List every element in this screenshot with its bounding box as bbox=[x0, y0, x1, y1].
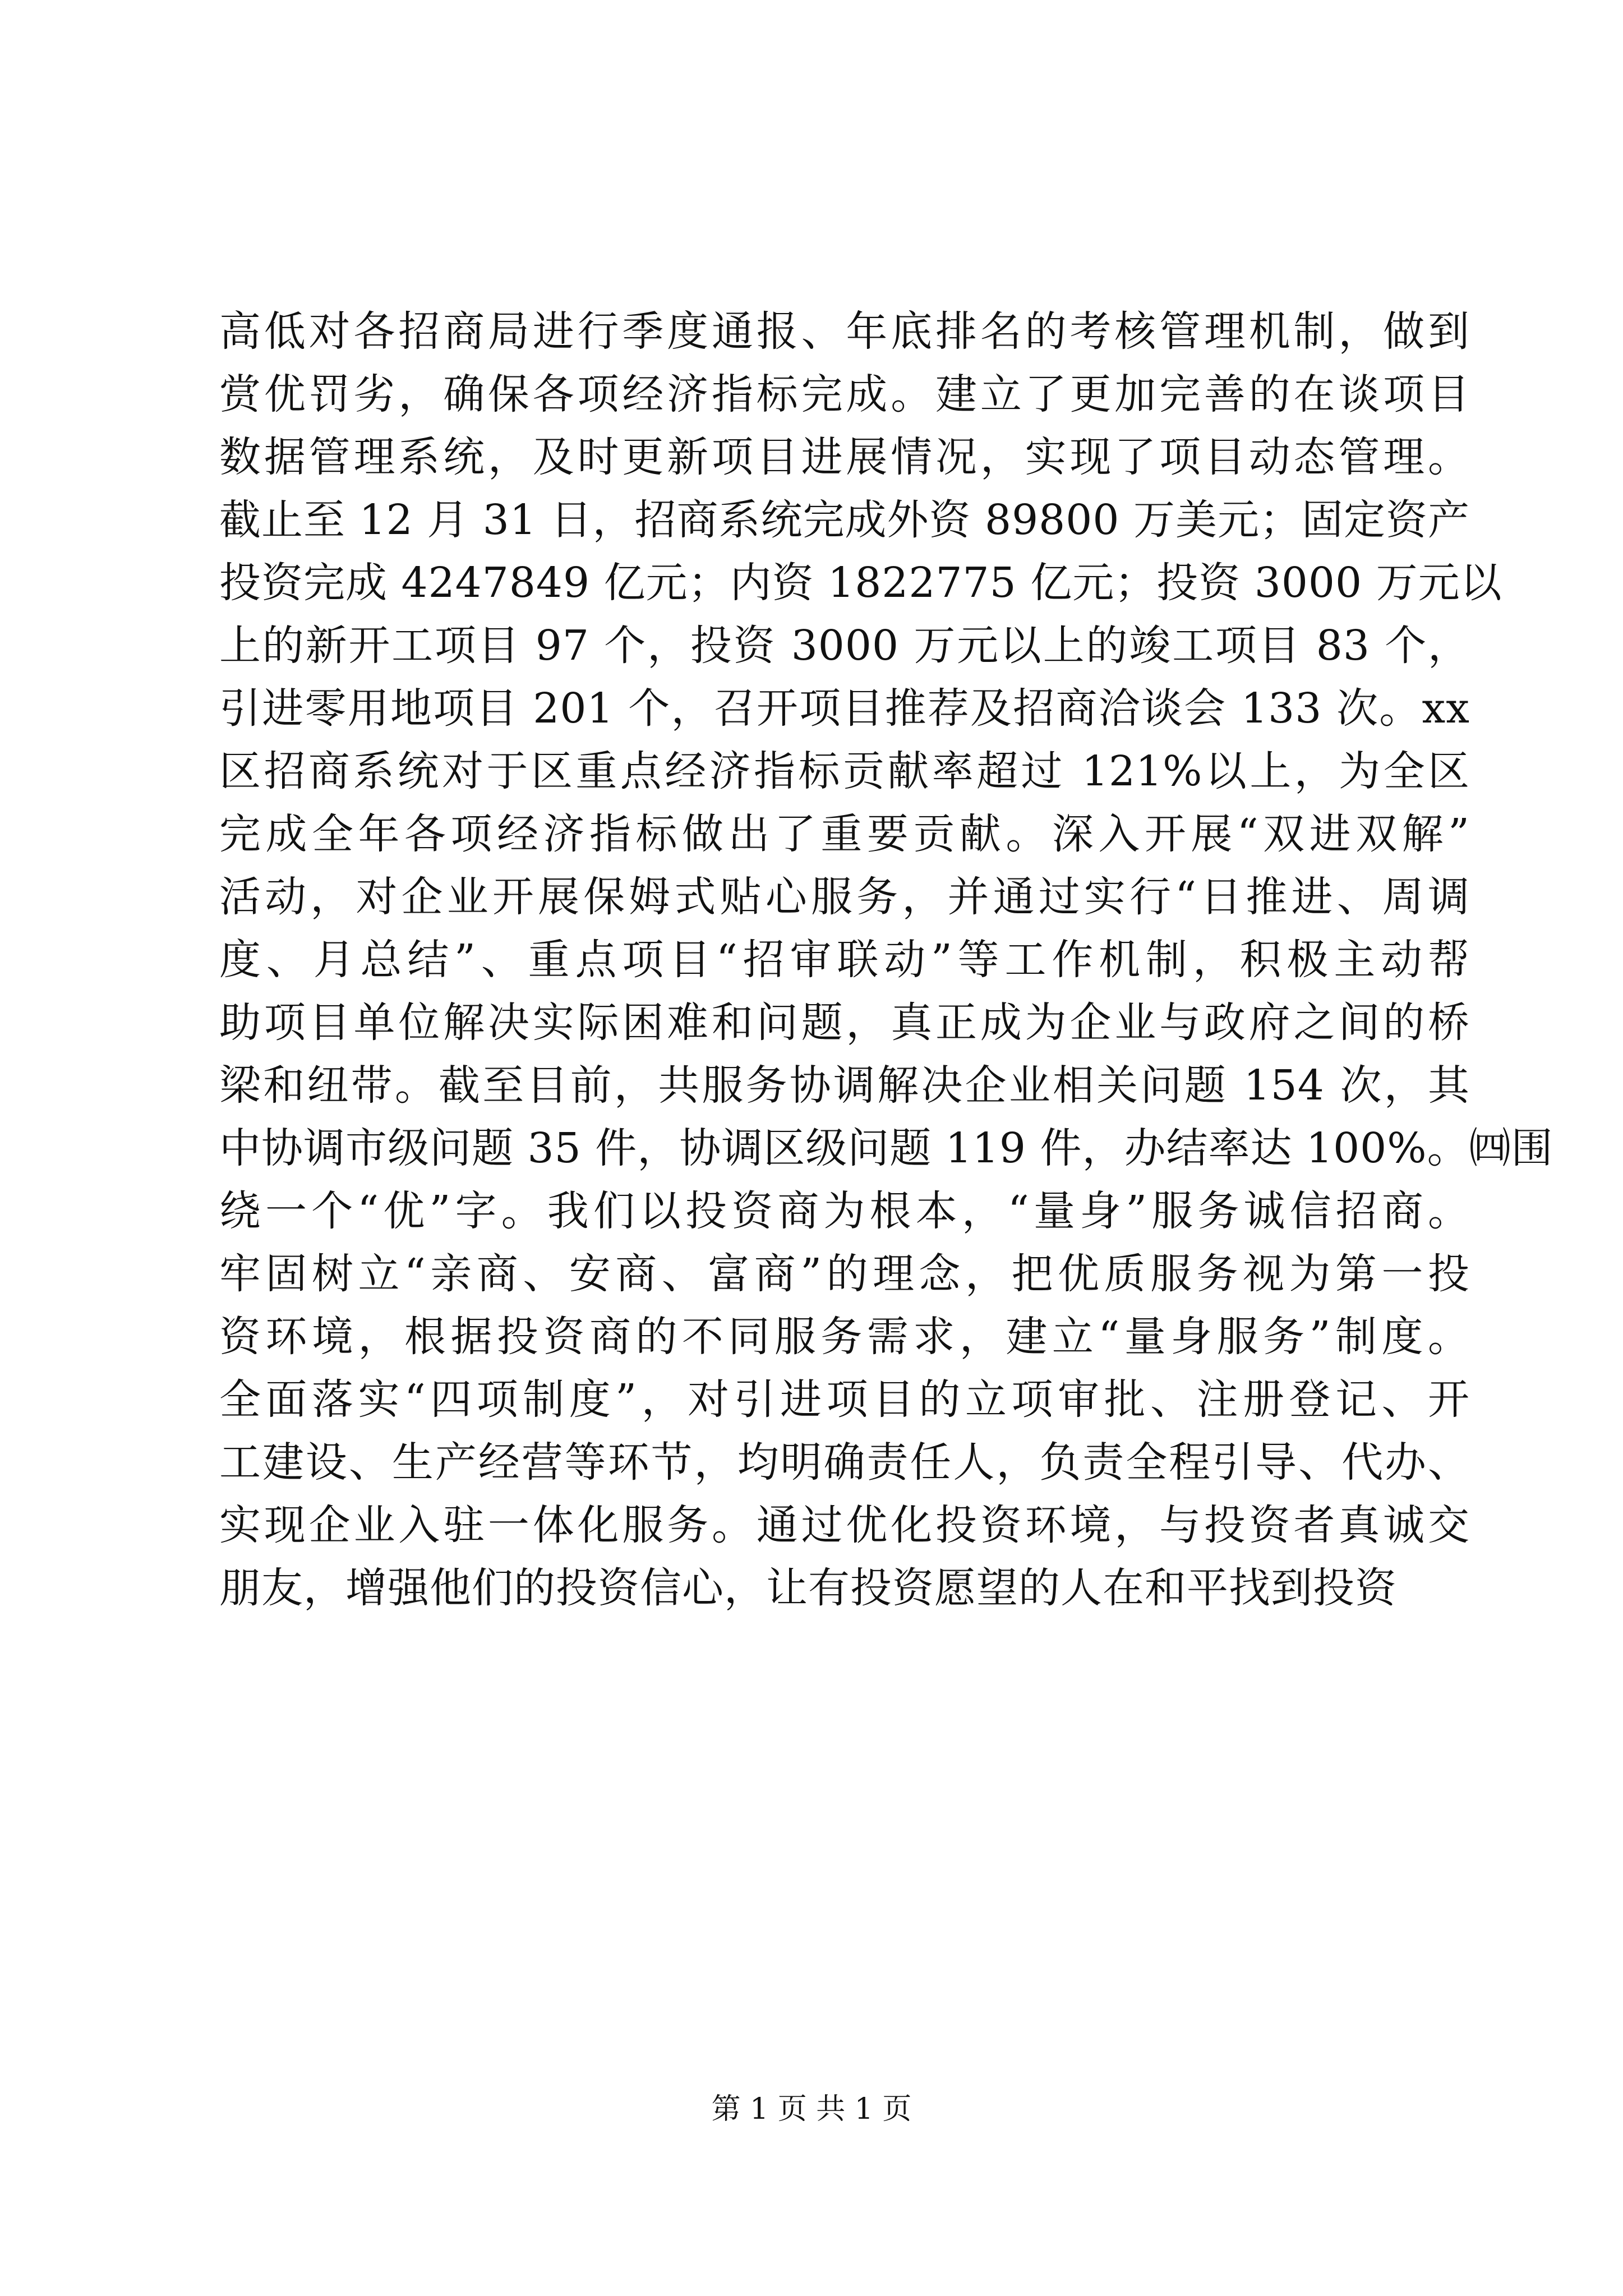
text-line: 牢固树立“亲商、安商、富商”的理念，把优质服务视为第一投 bbox=[219, 1250, 1470, 1298]
text-line: 活动，对企业开展保姆式贴心服务，并通过实行“日推进、周调 bbox=[219, 873, 1470, 921]
text-line: 区招商系统对于区重点经济指标贡献率超过 121%以上，为全区 bbox=[219, 747, 1470, 795]
body-text bbox=[219, 300, 1553, 1619]
text-line: 实现企业入驻一体化服务。通过优化投资环境，与投资者真诚交 bbox=[219, 1501, 1470, 1549]
text-line: 全面落实“四项制度”，对引进项目的立项审批、注册登记、开 bbox=[219, 1375, 1470, 1424]
page-footer bbox=[0, 2090, 1623, 2129]
text-line: 助项目单位解决实际困难和问题，真正成为企业与政府之间的桥 bbox=[219, 999, 1470, 1047]
text-line: 工建设、生产经营等环节，均明确责任人，负责全程引导、代办、 bbox=[219, 1438, 1470, 1487]
text-line: 上的新开工项目 97 个，投资 3000 万元以上的竣工项目 83 个， bbox=[219, 622, 1470, 670]
text-line: 资环境，根据投资商的不同服务需求，建立“量身服务”制度。 bbox=[219, 1313, 1470, 1361]
text-line: 投资完成 4247849 亿元；内资 1822775 亿元；投资 3000 万元以 bbox=[219, 559, 1502, 607]
text-line: 赏优罚劣，确保各项经济指标完成。建立了更加完善的在谈项目 bbox=[219, 370, 1470, 418]
text-line: 引进零用地项目 201 个，召开项目推荐及招商洽谈会 133 次。xx bbox=[219, 684, 1470, 733]
page-number-label: 第 1 页 共 1 页 bbox=[711, 2092, 912, 2126]
text-line: 中协调市级问题 35 件，协调区级问题 119 件，办结率达 100%。㈣围 bbox=[219, 1124, 1553, 1172]
text-line: 度、月总结”、重点项目“招审联动”等工作机制，积极主动帮 bbox=[219, 936, 1470, 984]
text-line: 数据管理系统，及时更新项目进展情况，实现了项目动态管理。 bbox=[219, 433, 1470, 481]
text-line: 完成全年各项经济指标做出了重要贡献。深入开展“双进双解” bbox=[219, 810, 1470, 858]
text-line: 绕一个“优”字。我们以投资商为根本，“量身”服务诚信招商。 bbox=[219, 1187, 1470, 1235]
text-line: 朋友，增强他们的投资信心，让有投资愿望的人在和平找到投资 bbox=[219, 1564, 1397, 1612]
text-line: 梁和纽带。截至目前，共服务协调解决企业相关问题 154 次，其 bbox=[219, 1061, 1470, 1110]
text-line: 高低对各招商局进行季度通报、年底排名的考核管理机制，做到 bbox=[219, 307, 1470, 356]
text-line: 截止至 12 月 31 日，招商系统完成外资 89800 万美元；固定资产 bbox=[219, 496, 1470, 544]
